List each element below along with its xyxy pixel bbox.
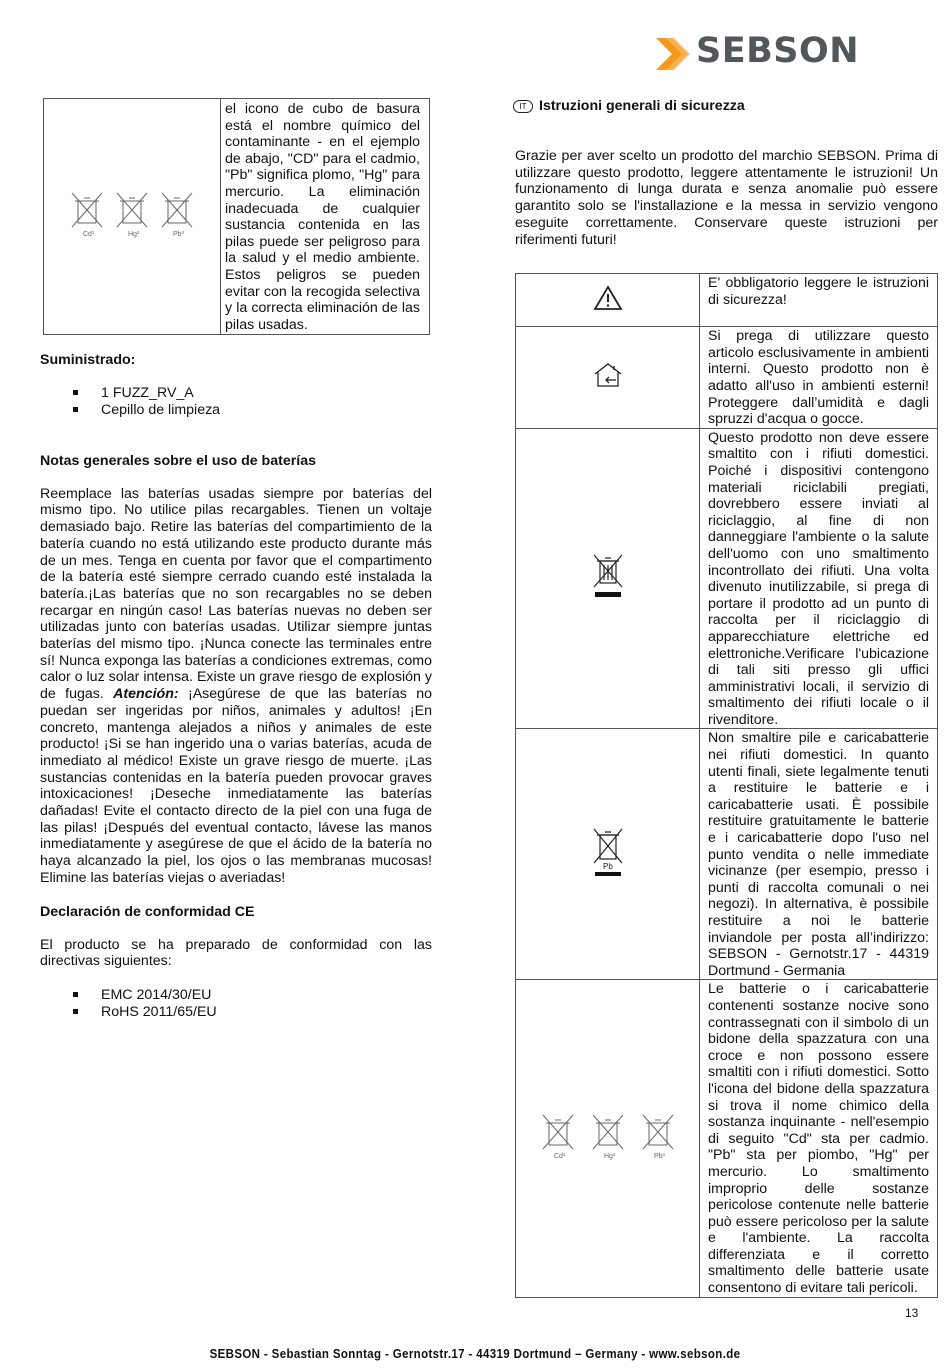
warning-triangle-icon [593, 285, 623, 311]
symbol-text: Si prega di utilizzare questo articolo esclusivamente in ambienti interni. Questo prodotto non è adatto all'uso in ambienti esterni! Proteggere dall’umidità e dagli spruzzi d'acqua o gocce. [700, 327, 938, 429]
bin-icons-cell [44, 99, 221, 335]
pb-label: Pb [602, 861, 613, 871]
page-footer: SEBSON - Sebastian Sonntag - Gernotstr.17 - 44319 Dortmund – Germany - www.sebson.de [209, 1347, 741, 1361]
italian-section-title [513, 98, 938, 114]
bin-label-hg: Hg² [603, 1153, 615, 1161]
symbol-cell [516, 327, 700, 429]
crossed-bins-icon [62, 189, 202, 239]
bin-label-cd: Cd¹ [553, 1153, 565, 1161]
conformity-list [40, 987, 432, 1020]
battery-notes-text-2: ¡Asegúrese de que las baterías no puedan ser ingeridas por niños, animales y adultos! ¡En concreto, mantenga alejados a niños y animales de este producto! ¡Si se han ingerido una o varias baterías, acuda de inmediato al médico! Existe un grave riesgo de muerte. ¡Las sustancias contenidas en la batería pueden provocar graves intoxicaciones! ¡Deseche inmediatamente las baterías dañadas! Evite el contacto directo de la piel con una fuga de las pilas! ¡Después del eventual contacto, lávese las manos inmediatamente y asegúrese de que el ácido de la batería no haya alcanzado la piel, los ojos o las membranas mucosas! Elimine las baterías viejas o averiadas! [40, 686, 432, 886]
left-column [40, 98, 432, 1020]
symbol-text: Le batterie o i caricabatterie contenenti sostanze nocive sono contrassegnati con il simbolo di un bidone della spazzatura con una croce e non possono essere smaltiti con i rifiuti domestici. Sotto l'icona del bidone della spazzatura si trova il nome chimico della sostanza inquinante - nell'esempio di seguito "Cd" sta per cadmio. "Pb" sta per piombo, "Hg" per mercurio. Lo smaltimento improprio delle sostanze pericolose contenute nelle batterie può essere pericoloso per la salute e l'ambiente. La raccolta differenziata e il corretto smaltimento delle batterie usate consentono di evitare tali pericoli. [700, 980, 938, 1297]
conformity-title: Declaración de conformidad CE [40, 903, 255, 920]
symbol-cell [516, 428, 700, 729]
list-item: RoHS 2011/65/EU [40, 1004, 432, 1021]
brand-logo [652, 31, 867, 74]
battery-notes-text-1: Reemplace las baterías usadas siempre por baterías del mismo tipo. No utilice pilas recargables. Tienen un voltaje demasiado bajo. Retire las baterías del compartimiento de la batería cuando no está utilizando este producto durante más de un mes. Tenga en cuenta por favor que el compartimento de la batería esté siempre cerrado cuando esté instalada la batería.¡Las baterías que no son recargables no se deben recargar en ningún caso! Las baterías nuevas no deben ser utilizadas junto con baterías usadas. Utilizar siempre juntas baterías del mismo tipo. ¡Nunca conecte las terminales entre sí! Nunca exponga las baterías a condiciones extremas, como calor o luz solar intensa. Existe un grave riesgo de explosión y de fugas. [40, 485, 432, 703]
battery-notes-title: Notas generales sobre el uso de baterías [40, 452, 316, 469]
language-badge: IT [513, 100, 533, 113]
crossed-bin-icon [588, 551, 628, 601]
symbol-text: Questo prodotto non deve essere smaltito con i rifiuti domestici. Poiché i dispositivi contengono materiali riciclabili pregiati, dovrebbero essere inviati al riciclaggio, al fine di non danneggiare l'ambiente o la salute dell'uomo con uno smaltimento incontrollato dei rifiuti. Una volta divenuto inutilizzabile, si prega di portare il prodotto ad un punto di raccolta per il riciclaggio di apparecchiature elettriche ed elettroniche.Verificare l'ubicazione di tali siti presso gli uffici amministrativi locali, il servizio di smaltimento dei rifiuti locale o il rivenditore. [700, 428, 938, 729]
bin-label-cd: Cd¹ [83, 231, 95, 239]
page-number: 13 [905, 1306, 919, 1320]
list-item: Cepillo de limpieza [40, 402, 432, 419]
table-row [516, 980, 938, 1297]
table-row [516, 274, 938, 327]
supplied-title: Suministrado: [40, 352, 136, 369]
attention-label: Atención: [113, 686, 179, 703]
italian-title-text: Istruzioni generali di sicurezza [539, 98, 745, 114]
table-row [516, 327, 938, 429]
crossed-bin-pb-icon [588, 825, 628, 879]
crossed-bins-cd-hg-pb-icon [533, 1111, 683, 1161]
symbol-text: E' obbligatorio leggere le istruzioni di sicurezza! [700, 274, 938, 327]
bin-text-cell: el icono de cubo de basura está el nombre químico del contaminante - en el ejemplo de abajo, "CD" para el cadmio, "Pb" significa plomo, "Hg" para mercurio. La eliminación inadecuada de cualquier sustancia contenida en las pilas puede ser peligroso para la salud y el medio ambiente. Estos peligros se pueden evitar con la recogida selectiva y la correcta eliminación de las pilas usadas. [221, 99, 430, 335]
logo-chevron-icon [652, 34, 696, 74]
bin-label-hg: Hg² [128, 231, 140, 239]
logo-text: SEBSON [696, 31, 860, 71]
supplied-list [40, 385, 432, 418]
battery-notes-text [40, 486, 432, 887]
bin-label-pb: Pb³ [653, 1153, 665, 1161]
italian-intro: Grazie per aver scelto un prodotto del marchio SEBSON. Prima di utilizzare questo prodotto, leggere attentamente le istruzioni! Un funzionamento di lunga durata e senza anomalie può essere garantito solo se l'installazione e la messa in servizio vengono eseguite correttamente. Conservare queste istruzioni per riferimenti futuri! [515, 148, 938, 248]
symbol-cell [516, 729, 700, 980]
right-column [513, 98, 938, 1298]
list-item: EMC 2014/30/EU [40, 987, 432, 1004]
table-row [516, 428, 938, 729]
symbol-cell [516, 980, 700, 1297]
symbol-cell [516, 274, 700, 327]
indoor-house-icon [592, 361, 624, 389]
symbol-text: Non smaltire pile e caricabatterie nei rifiuti domestici. In quanto utenti finali, siete legalmente tenuti a restituire le batterie e i caricabatterie usati. È possibile restituire gratuitamente le batterie e i caricabatterie dopo l'uso nel punto vendita o nelle immediate vicinanze (per esempio, presso i punti di raccolta comunali o nei negozi). In alternativa, è possibile restituire a noi le batterie inviandole per posta all’indirizzo: SEBSON - Gernotstr.17 - 44319 Dortmund - Germania [700, 729, 938, 980]
list-item: 1 FUZZ_RV_A [40, 385, 432, 402]
battery-symbol-table [43, 98, 430, 335]
conformity-text: El producto se ha preparado de conformidad con las directivas siguientes: [40, 936, 432, 970]
safety-symbol-table [515, 273, 938, 1297]
table-row [516, 729, 938, 980]
bin-label-pb: Pb³ [173, 231, 184, 239]
